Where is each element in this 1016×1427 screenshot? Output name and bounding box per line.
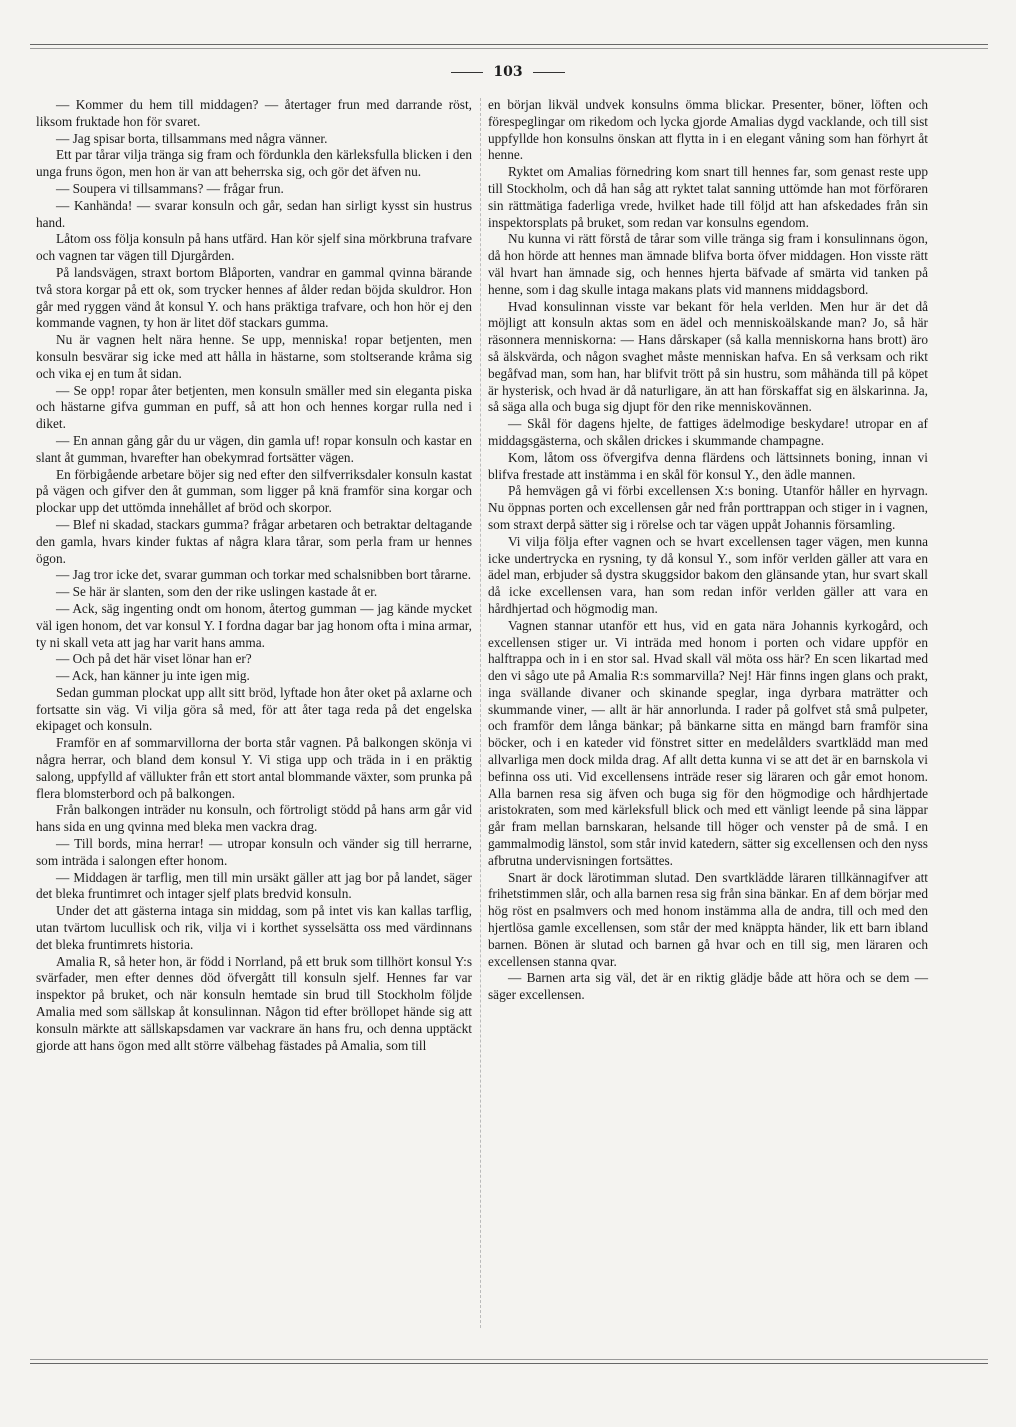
- page-header: [0, 64, 1016, 80]
- paragraph: Ryktet om Amalias förnedring kom snart till hennes far, som genast reste upp till Stockholm, och då han såg att ryktet talat sanning uttömde han mot förföraren sin rättmätiga faderliga vrede, hvilket hade till följd att han afskedades från sin inspektorsplats på bruket, som redan var konsulns egendom.: [488, 164, 928, 230]
- paragraph: — Se opp! ropar åter betjenten, men konsuln smäller med sin eleganta piska och hästarne gifva gumman en puff, så att hon och hennes korgar rulla ned i diket.: [36, 382, 472, 432]
- paragraph: — Middagen är tarflig, men till min ursäkt gäller att jag bor på landet, säger det bleka fruntimret och intager sjelf plats bredvid konsuln.: [36, 869, 472, 902]
- paragraph: en början likväl undvek konsulns ömma blickar. Presenter, böner, löften och förespeglingar om rikedom och lycka gjorde Amalias dygd vacklande, och till sist uppfyllde hon konsulns önskan att flytta in i en elegant våning som han förhyrt åt henne.: [488, 97, 928, 163]
- paragraph: — Ack, han känner ju inte igen mig.: [56, 668, 250, 684]
- paragraph: — Till bords, mina herrar! — utropar konsuln och vänder sig till herrarne, som inträda i salongen efter honom.: [36, 836, 472, 868]
- header-dash-right: [533, 72, 565, 73]
- paragraph: På landsvägen, straxt bortom Blåporten, vandrar en gammal qvinna bärande två stora korgar på ett ok, som trycker hennes af ålder redan böjda skuldror. Hon går med ryggen vänd åt konsul Y. och hans präktiga trafvare, och hon hör ej den kommande vagnen, ty hon är litet döf stackars gumma.: [36, 264, 472, 331]
- paragraph: Vagnen stannar utanför ett hus, vid en gata nära Johannis kyrkogård, och excellensen stiger ur. Vi inträda med honom i porten och vidare uppför en halftrappa och in i en stor sal. Hvad skall väl möta oss här? En scen likartad med den vi sågo ute på Amalia R:s sommarvilla? Nej! Här finns ingen glans och prakt, inga svällande divaner och skinande speglar, inga dyrbara maträtter och skummande viner, — allt är här annorlunda. I rader på golfvet stå små pulpeter, och framför dem långa bänkar; på bänkarne sitta en mängd barn framför sina böcker, och i en kateder vid fönstret sitter en medelålders svartklädd man med allvarliga men dock milda drag. Af allt detta kunna vi se att det är en barnskola vi befinna oss uti. Vid excellensens inträde reser sig läraren och går emot honom. Alla barnen resa sig äfven och buga sig för den högmodige och hårdhjertade aristokraten, som med kärleksfull blick och med ett vänligt leende på sina läppar går fram mellan barnskaran, helsande till höger och venster på de små. I en gammalmodig länstol, som står invid katedern, sätter sig excellensen och den nyss afbrutna undervisningen fortsättes.: [488, 617, 928, 868]
- paragraph: Nu kunna vi rätt förstå de tårar som ville tränga sig fram i konsulinnans ögon, då hon hörde att hennes man ämnade blifva borta öfver middagen. Hon visste rätt väl hvart han ämnade sig, och hennes hjerta bäfvade af smärta vid tanken på henne, som i dag skulle intaga makans plats vid mannens middagsbord.: [488, 231, 928, 297]
- paragraph: På hemvägen gå vi förbi excellensen X:s boning. Utanför håller en hyrvagn. Nu öppnas porten och excellensen går ned från porttrappan och stiger in i vagnen, som straxt derpå sätter sig i rörelse och tar vägen uppåt Johannis församling.: [488, 483, 928, 532]
- paragraph: — Soupera vi tillsammans? — frågar frun.: [56, 180, 284, 196]
- paragraph: — Jag tror icke det, svarar gumman och torkar med schalsnibben bort tårarne.: [56, 567, 472, 583]
- column-divider: [480, 98, 481, 1328]
- paragraph: En förbigående arbetare böjer sig ned efter den silfverriksdaler konsuln kastat på vägen och gifver den åt gumman, som ligger på knä framför sina korgar och plockar upp det uttömda innehållet af bröd och skorpor.: [36, 466, 472, 516]
- paragraph: — Se här är slanten, som den der rike uslingen kastade åt er.: [56, 584, 378, 600]
- paragraph: Vi vilja följa efter vagnen och se hvart excellensen tager vägen, men kunna icke undertrycka en rysning, ty då konsul Y., som inför verlden gäller att vara en ädel man, erbjuder så dystra skuggsidor bakom den glänsande ytan, hur svart skall då icke excellensen vara, han som redan inför verlden gäller att vara en hårdhjertad och högmodig man.: [488, 533, 928, 616]
- paragraph: — Barnen arta sig väl, det är en riktig glädje både att höra och se dem — säger excellensen.: [488, 970, 928, 1003]
- left-column: [36, 97, 472, 1054]
- paragraph: — Blef ni skadad, stackars gumma? frågar arbetaren och betraktar deltagande den gamla, hvars kinder fuktas af några klara tårar, som perla fram ur hennes ögon.: [36, 516, 472, 566]
- paragraph: — En annan gång går du ur vägen, din gamla uf! ropar konsuln och kastar en slant åt gumman, hvarefter han obekymrad fortsätter vägen.: [36, 432, 472, 465]
- paragraph: Hvad konsulinnan visste var bekant för hela verlden. Men hur är det då möjligt att konsuln aktas som en ädel och menniskoälskande man? Jo, så här räsonnera menniskorna: — Hans dårskaper (så kalla menniskorna hans brott) äro så älskvärda, och någon svaghet måste menniskan hafva. En så verksam och rikt begåfvad man, som han, har blifvit trött på sin hustru, som måhända till på köpet är hysterisk, och hvad är då naturligare, än att han förskaffat sig en älskarinna. Ja, så säga alla och buga sig djupt för den rike menniskovännen.: [488, 298, 928, 415]
- paragraph: Från balkongen inträder nu konsuln, och förtroligt stödd på hans arm går vid hans sida en ung qvinna med bleka men vackra drag.: [36, 802, 472, 835]
- paragraph: — Skål för dagens hjelte, de fattiges ädelmodige beskydare! utropar en af middagsgästerna, och skålen drickes i skummande champagne.: [488, 416, 928, 448]
- paragraph: — Jag spisar borta, tillsammans med några vänner.: [56, 130, 328, 146]
- paragraph: Ett par tårar vilja tränga sig fram och fördunkla den kärleksfulla blicken i den unga fruns ögon, men hon är van att beherrska sig, och gör det äfven nu.: [36, 147, 472, 180]
- paragraph: Nu är vagnen helt nära henne. Se upp, menniska! ropar betjenten, men konsuln besvärar sig icke med att hålla in hästarne, som stoltserande kråma sig och vika ej en tum åt sidan.: [36, 332, 472, 381]
- paragraph: — Ack, säg ingenting ondt om honom, återtog gumman — jag kände mycket väl igen honom, det var konsul Y. I fordna dagar bar jag honom ofta i mina armar, ty ni skall veta att jag har varit hans amma.: [36, 600, 472, 650]
- header-dash-left: [451, 72, 483, 73]
- paragraph: Kom, låtom oss öfvergifva denna flärdens och lättsinnets boning, innan vi blifva frestade att instämma i en skål för konsul Y., den ädle mannen.: [488, 449, 928, 482]
- paragraph: Amalia R, så heter hon, är född i Norrland, på ett bruk som tillhört konsul Y:s svärfader, men efter dennes död öfvergått till konsuln sjelf. Hennes far var inspektor på bruket, och när konsuln hemtade sin brud till Stockholm följde Amalia med som sällskap åt konsulinnan. Någon tid efter bröllopet hände sig att konsuln märkte att sällskapsdamen var vackrare än hans fru, och denna upptäckt gjorde att hans ögon med allt större välbehag fästades på Amalia, som till: [36, 953, 472, 1053]
- paragraph: — Kommer du hem till middagen? — återtager frun med darrande röst, liksom fruktade hon för svaret.: [36, 97, 472, 129]
- paragraph: — Kanhända! — svarar konsuln och går, sedan han sirligt kysst sin hustrus hand.: [36, 197, 472, 230]
- page-number: 103: [493, 64, 523, 80]
- paragraph: Framför en af sommarvillorna der borta står vagnen. På balkongen skönja vi några herrar, och bland dem konsul Y. Vi stiga upp och träda in i en präktig salong, uppfylld af vällukter från ett stort antal blommande växter, som prunka på flera blomsterbord och på balkongen.: [36, 735, 472, 801]
- paragraph: Under det att gästerna intaga sin middag, som på intet vis kan kallas tarflig, utan tvärtom lucullisk och rik, vilja vi i korthet sysselsätta oss med värdinnans det bleka fruntimrets historia.: [36, 903, 472, 952]
- paragraph: Sedan gumman plockat upp allt sitt bröd, lyftade hon åter oket på axlarne och fortsatte sin väg. Vi vilja göra så med, för att åter taga reda på det engelska ekipaget och konsuln.: [36, 684, 472, 734]
- paragraph: — Och på det här viset lönar han er?: [56, 651, 252, 667]
- paragraph: Snart är dock lärotimman slutad. Den svartklädde läraren tillkännagifver att frihetstimmen slår, och alla barnen resa sig från sina bänkar. En af dem börjar med hög röst en psalmvers och med honom instämma alla de andra, till och med den hjertlösa gamle excellensen, som står der med knäppta händer, lik ett barn ibland barnen. Bönen är slutad och barnen gå hvar och en till sig, men läraren och excellensen stanna qvar.: [488, 869, 928, 969]
- paragraph: Låtom oss följa konsuln på hans utfärd. Han kör sjelf sina mörkbruna trafvare och vagnen tar vägen till Djurgården.: [36, 231, 472, 264]
- right-column: [488, 97, 928, 1004]
